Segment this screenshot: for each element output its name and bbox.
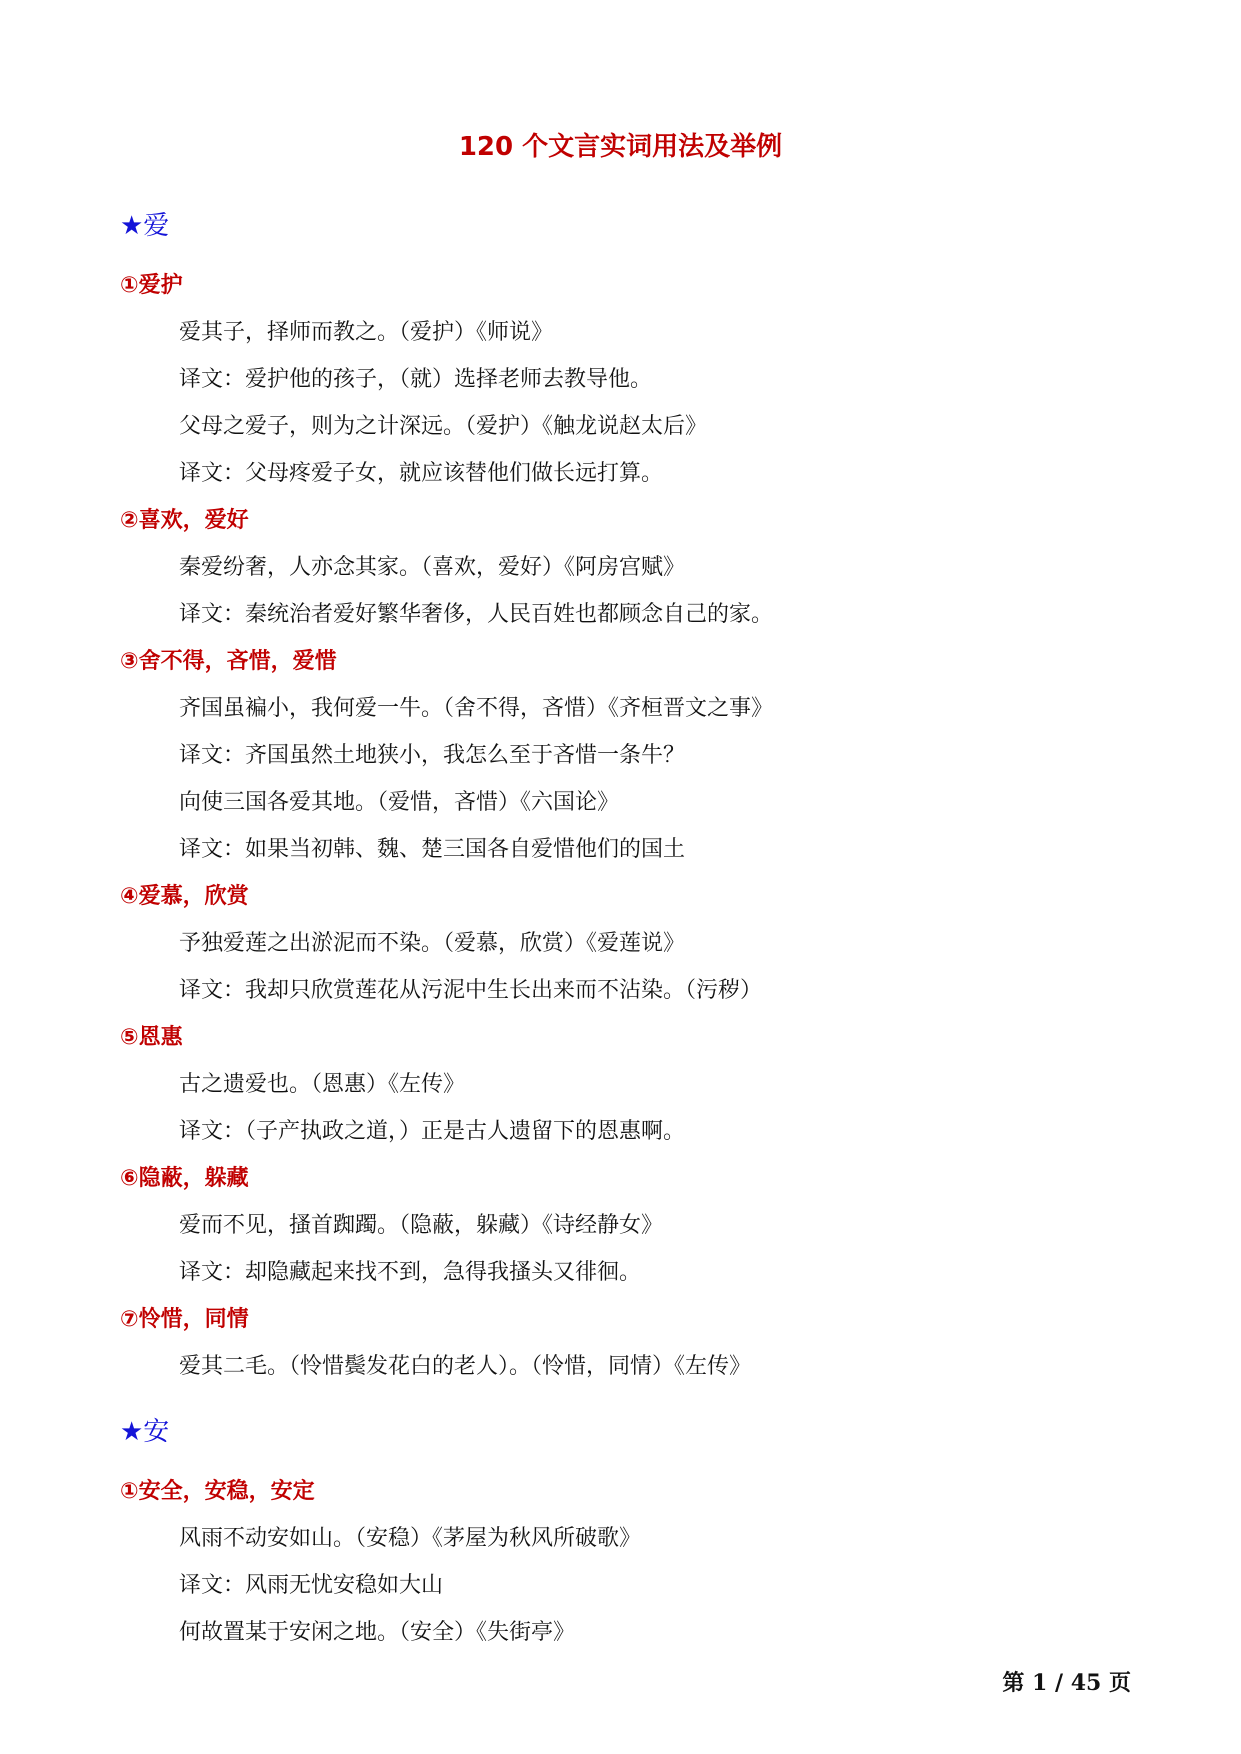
example-line: 向使三国各爱其地。（爱惜，吝惜）《六国论》 xyxy=(179,790,620,815)
word-section-an xyxy=(120,1410,1140,1656)
example-line: 古之遗爱也。（恩惠）《左传》 xyxy=(179,1072,466,1097)
word-section-ai xyxy=(120,204,1140,1390)
translation-line: 译文：却隐藏起来找不到，急得我搔头又徘徊。 xyxy=(179,1260,642,1285)
example-line: 齐国虽褊小，我何爱一牛。（舍不得，吝惜）《齐桓晋文之事》 xyxy=(179,696,774,721)
sense-heading: ①安全，安稳，安定 xyxy=(120,1479,315,1504)
translation-line: 译文：秦统治者爱好繁华奢侈，人民百姓也都顾念自己的家。 xyxy=(179,602,774,627)
document-title: 120 个文言实词用法及举例 xyxy=(458,132,783,162)
example-line: 爱其子，择师而教之。（爱护）《师说》 xyxy=(179,320,554,345)
translation-line: 译文：我却只欣赏莲花从污泥中生长出来而不沾染。（污秽） xyxy=(179,978,763,1003)
page-number: 第 1 / 45 页 xyxy=(1002,1670,1131,1696)
headword: ★安 xyxy=(120,1417,170,1447)
example-line: 风雨不动安如山。（安稳）《茅屋为秋风所破歌》 xyxy=(179,1526,642,1551)
translation-line: 译文：齐国虽然土地狭小，我怎么至于吝惜一条牛？ xyxy=(179,743,686,768)
example-line: 父母之爱子，则为之计深远。（爱护）《触龙说赵太后》 xyxy=(179,414,708,439)
sense-heading: ⑥隐蔽，躲藏 xyxy=(120,1166,249,1191)
sense-heading: ②喜欢，爱好 xyxy=(120,508,249,533)
sense-heading: ③舍不得，吝惜，爱惜 xyxy=(120,649,337,674)
example-line: 予独爱莲之出淤泥而不染。（爱慕，欣赏）《爱莲说》 xyxy=(179,931,686,956)
example-line: 爱而不见，搔首踟躅。（隐蔽，躲藏）《诗经静女》 xyxy=(179,1213,664,1238)
sense-heading: ⑤恩惠 xyxy=(120,1025,183,1050)
example-line: 爱其二毛。（怜惜鬓发花白的老人）。（怜惜，同情）《左传》 xyxy=(179,1354,752,1379)
example-line: 秦爱纷奢，人亦念其家。（喜欢，爱好）《阿房宫赋》 xyxy=(179,555,686,580)
sense-heading: ①爱护 xyxy=(120,273,183,298)
translation-line: 译文：如果当初韩、魏、楚三国各自爱惜他们的国土 xyxy=(179,837,686,862)
translation-line: 译文：父母疼爱子女，就应该替他们做长远打算。 xyxy=(179,461,664,486)
translation-line: 译文：爱护他的孩子，（就）选择老师去教导他。 xyxy=(179,367,653,392)
headword: ★爱 xyxy=(120,211,170,241)
sense-heading: ⑦怜惜，同情 xyxy=(120,1307,249,1332)
document-content xyxy=(120,204,1140,1656)
translation-line: 译文：风雨无忧安稳如大山 xyxy=(179,1573,444,1598)
sense-heading: ④爱慕，欣赏 xyxy=(120,884,249,909)
example-line: 何故置某于安闲之地。（安全）《失街亭》 xyxy=(179,1620,576,1645)
translation-line: 译文：（子产执政之道，）正是古人遗留下的恩惠啊。 xyxy=(179,1119,686,1144)
